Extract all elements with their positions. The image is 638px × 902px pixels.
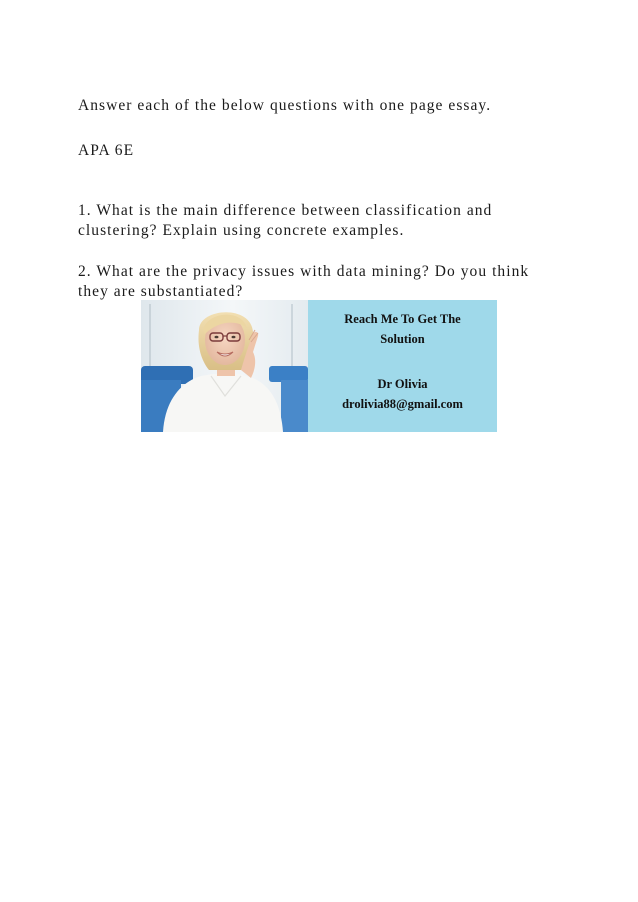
- question-1-line-2: clustering? Explain using concrete examples.: [78, 222, 405, 239]
- format-text: APA 6E: [78, 142, 135, 159]
- contact-advert-banner: [141, 300, 497, 432]
- contact-email: drolivia88@gmail.com: [342, 397, 463, 411]
- question-2-line-1: 2. What are the privacy issues with data mining? Do you think: [78, 263, 530, 280]
- woman-portrait-image: [141, 300, 308, 432]
- contact-info-panel: [308, 300, 497, 432]
- ad-headline-line-1: Reach Me To Get The: [344, 312, 461, 326]
- ad-headline-line-2: Solution: [380, 332, 425, 346]
- intro-text: Answer each of the below questions with one page essay.: [78, 97, 492, 114]
- woman-photo: [141, 300, 308, 432]
- question-2-line-2: they are substantiated?: [78, 283, 244, 300]
- question-1-line-1: 1. What is the main difference between classification and: [78, 202, 493, 219]
- contact-name: Dr Olivia: [377, 377, 428, 391]
